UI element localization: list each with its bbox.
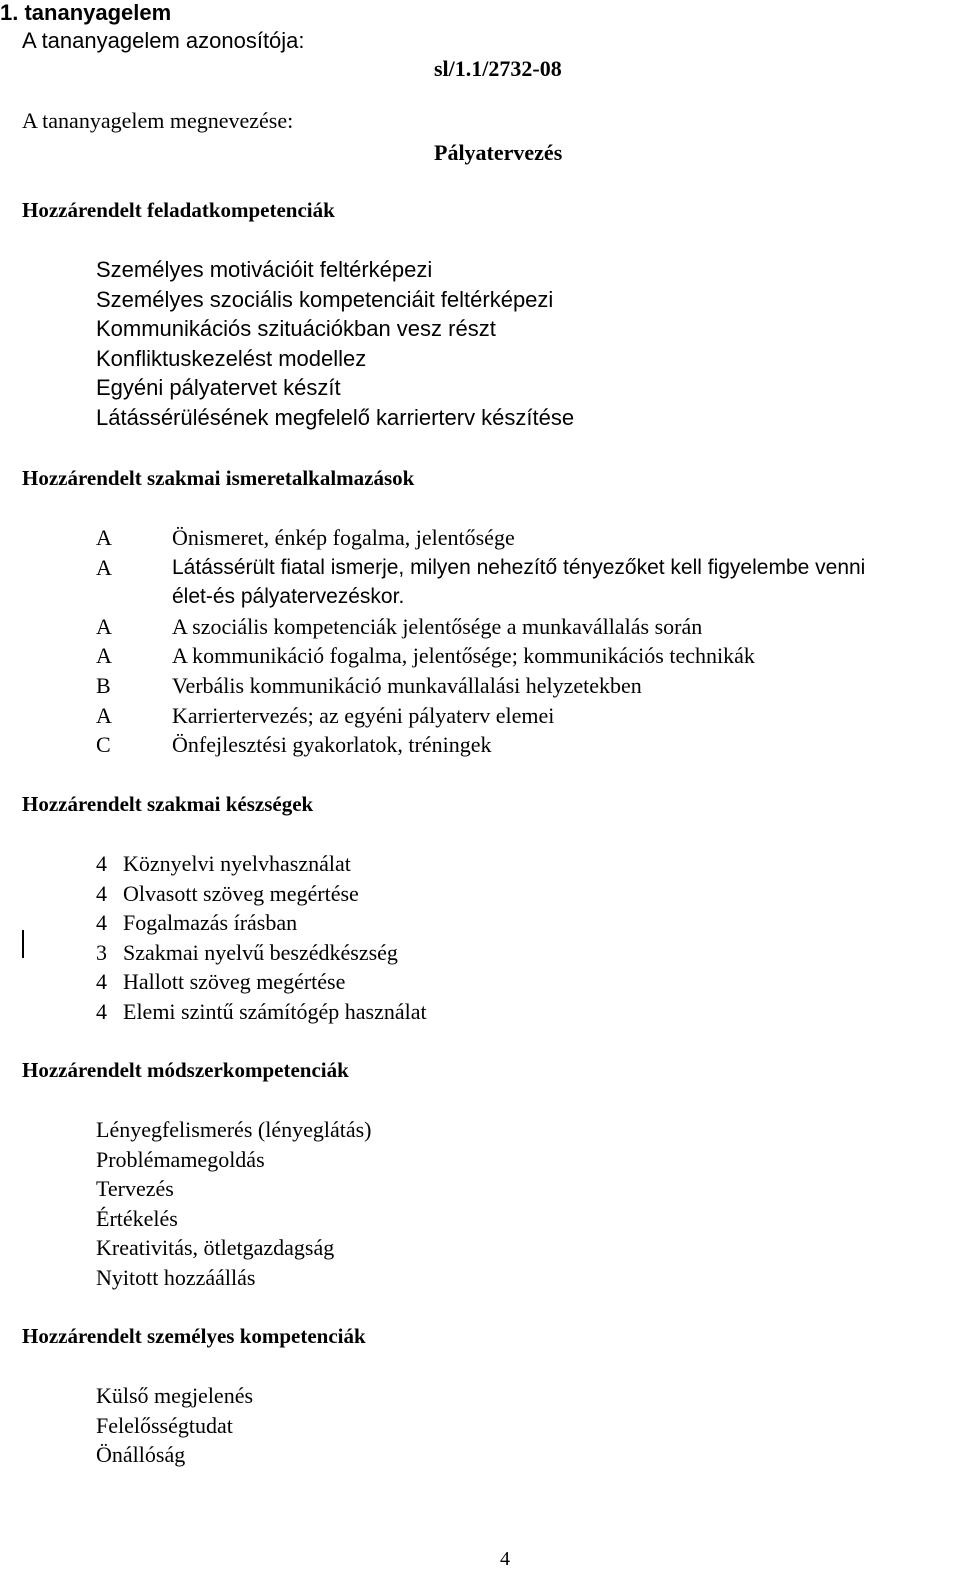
knowledge-row xyxy=(96,582,956,612)
task-competencies-list xyxy=(96,255,574,433)
knowledge-row xyxy=(96,641,956,671)
knowledge-text: Önismeret, énkép fogalma, jelentősége xyxy=(172,525,515,550)
knowledge-level xyxy=(96,582,172,612)
knowledge-text: A szociális kompetenciák jelentősége a munkavállalás során xyxy=(172,613,703,639)
skill-row xyxy=(96,908,427,938)
skill-row xyxy=(96,849,427,879)
skill-text: Elemi szintű számítógép használat xyxy=(123,998,427,1024)
change-bar xyxy=(22,930,24,958)
knowledge-heading: Hozzárendelt szakmai ismeretalkalmazások xyxy=(22,466,415,490)
knowledge-text: élet-és pályatervezéskor. xyxy=(172,585,405,609)
knowledge-level: C xyxy=(96,732,111,758)
knowledge-row xyxy=(96,523,956,553)
list-item: Látássérülésének megfelelő karrierterv készítése xyxy=(96,404,575,430)
knowledge-level: A xyxy=(96,554,112,580)
page-number: 4 xyxy=(500,1548,510,1570)
page-title: 1. tananyagelem xyxy=(0,0,172,25)
skill-level: 4 xyxy=(96,910,107,936)
list-item: Kommunikációs szituációkban vesz részt xyxy=(96,316,496,342)
knowledge-text: A kommunikáció fogalma, jelentősége; kommunikációs technikák xyxy=(172,643,755,669)
knowledge-row xyxy=(96,553,956,583)
skill-level: 3 xyxy=(96,939,107,965)
skill-level: 4 xyxy=(96,880,107,906)
skill-level: 4 xyxy=(96,851,107,876)
skill-row xyxy=(96,938,427,968)
list-item: Külső megjelenés xyxy=(96,1383,254,1408)
list-item: Személyes motivációit feltérképezi xyxy=(96,257,433,282)
skill-text: Olvasott szöveg megértése xyxy=(123,880,359,906)
skill-row xyxy=(96,967,427,997)
task-competencies-heading: Hozzárendelt feladatkompetenciák xyxy=(22,198,335,222)
skill-level: 4 xyxy=(96,998,107,1024)
method-competencies-heading: Hozzárendelt módszerkompetenciák xyxy=(22,1058,349,1082)
knowledge-text: Látássérült fiatal ismerje, milyen nehezítő tényezőket kell figyelembe venni xyxy=(172,555,866,579)
knowledge-level: A xyxy=(96,643,112,669)
knowledge-table xyxy=(96,523,956,760)
skill-text: Hallott szöveg megértése xyxy=(123,969,346,995)
knowledge-level: A xyxy=(96,525,112,550)
knowledge-text: Verbális kommunikáció munkavállalási helyzetekben xyxy=(172,672,642,698)
knowledge-row xyxy=(96,612,956,642)
list-item: Személyes szociális kompetenciáit feltérképezi xyxy=(96,286,554,312)
list-item: Nyitott hozzáállás xyxy=(96,1264,256,1290)
knowledge-row xyxy=(96,730,956,760)
list-item: Egyéni pályatervet készít xyxy=(96,375,341,401)
knowledge-text: Önfejlesztési gyakorlatok, tréningek xyxy=(172,732,492,758)
skill-row xyxy=(96,997,427,1027)
skill-level: 4 xyxy=(96,969,107,995)
knowledge-row xyxy=(96,701,956,731)
id-value: sl/1.1/2732-08 xyxy=(434,56,562,81)
list-item: Tervezés xyxy=(96,1176,174,1202)
method-competencies-list xyxy=(96,1115,371,1293)
list-item: Lényegfelismerés (lényeglátás) xyxy=(96,1117,372,1142)
list-item: Problémamegoldás xyxy=(96,1146,265,1172)
list-item: Értékelés xyxy=(96,1205,178,1231)
list-item: Kreativitás, ötletgazdagság xyxy=(96,1235,335,1261)
id-label: A tananyagelem azonosítója: xyxy=(22,28,305,53)
skills-heading: Hozzárendelt szakmai készségek xyxy=(22,792,314,816)
name-label: A tananyagelem megnevezése: xyxy=(22,108,294,133)
knowledge-text: Karriertervezés; az egyéni pályaterv elemei xyxy=(172,702,555,728)
skill-text: Fogalmazás írásban xyxy=(123,910,298,936)
list-item: Konfliktuskezelést modellez xyxy=(96,345,367,371)
knowledge-level: A xyxy=(96,702,112,728)
name-value: Pályatervezés xyxy=(434,140,563,165)
skill-row xyxy=(96,879,427,909)
knowledge-level: A xyxy=(96,613,112,639)
skill-text: Szakmai nyelvű beszédkészség xyxy=(123,939,398,965)
personal-competencies-list xyxy=(96,1381,253,1470)
knowledge-row xyxy=(96,671,956,701)
list-item: Önállóság xyxy=(96,1442,186,1468)
list-item: Felelősségtudat xyxy=(96,1412,233,1438)
skill-text: Köznyelvi nyelvhasználat xyxy=(123,851,351,876)
personal-competencies-heading: Hozzárendelt személyes kompetenciák xyxy=(22,1324,366,1348)
knowledge-level: B xyxy=(96,672,111,698)
skills-list xyxy=(96,849,427,1027)
